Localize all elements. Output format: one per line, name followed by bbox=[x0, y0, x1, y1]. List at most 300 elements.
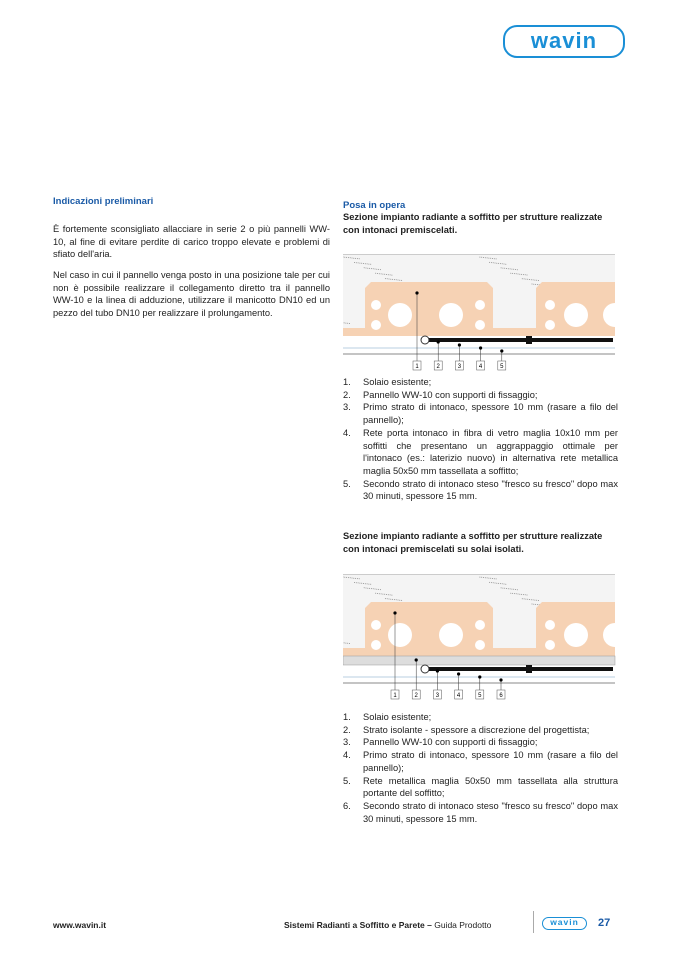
concrete-speck bbox=[382, 274, 383, 275]
concrete-speck bbox=[504, 268, 505, 269]
concrete-speck bbox=[496, 583, 497, 584]
brick-hole bbox=[545, 300, 555, 310]
concrete-speck bbox=[344, 577, 345, 578]
concrete-speck bbox=[525, 599, 526, 600]
concrete-speck bbox=[388, 274, 389, 275]
leader-dot bbox=[415, 658, 418, 661]
concrete-speck bbox=[498, 583, 499, 584]
concrete-speck bbox=[376, 269, 377, 270]
leader-dot bbox=[436, 669, 439, 672]
footer-divider bbox=[533, 911, 534, 933]
section-title: Sezione impianto radiante a soffitto per strutture realizzate con intonaci premiscelati. bbox=[343, 212, 603, 235]
concrete-speck bbox=[370, 264, 371, 265]
concrete-speck bbox=[532, 284, 533, 285]
concrete-speck bbox=[511, 589, 512, 590]
leader-dot bbox=[478, 675, 481, 678]
concrete-speck bbox=[537, 604, 538, 605]
concrete-speck bbox=[527, 599, 528, 600]
list-item bbox=[343, 401, 618, 426]
concrete-speck bbox=[519, 274, 520, 275]
item-text: Strato isolante - spessore a discrezione del progettista; bbox=[363, 724, 590, 735]
concrete-speck bbox=[375, 589, 376, 590]
concrete-speck bbox=[361, 263, 362, 264]
brick-hole bbox=[545, 320, 555, 330]
list-item bbox=[343, 478, 618, 503]
page-number: 27 bbox=[598, 917, 611, 929]
concrete-speck bbox=[367, 583, 368, 584]
concrete-speck bbox=[527, 595, 528, 596]
concrete-speck bbox=[380, 269, 381, 270]
section-diagram-2 bbox=[343, 568, 618, 704]
concrete-speck bbox=[485, 577, 486, 578]
concrete-speck bbox=[369, 588, 370, 589]
concrete-speck bbox=[345, 643, 346, 644]
concrete-speck bbox=[519, 594, 520, 595]
label-number: 5 bbox=[500, 364, 504, 370]
item-number: 3. bbox=[343, 737, 351, 748]
concrete-speck bbox=[535, 604, 536, 605]
concrete-speck bbox=[377, 273, 378, 274]
concrete-speck bbox=[531, 279, 532, 280]
brick-hole bbox=[475, 320, 485, 330]
item-text: Primo strato di intonaco, spessore 10 mm (rasare a filo del pannello); bbox=[363, 402, 618, 426]
concrete-speck bbox=[359, 583, 360, 584]
label-number: 1 bbox=[393, 693, 397, 699]
concrete-speck bbox=[527, 275, 528, 276]
concrete-speck bbox=[505, 264, 506, 265]
concrete-speck bbox=[510, 588, 511, 589]
concrete-speck bbox=[399, 280, 400, 281]
concrete-speck bbox=[493, 582, 494, 583]
concrete-speck bbox=[495, 263, 496, 264]
item-number: 1. bbox=[343, 377, 351, 387]
concrete-speck bbox=[346, 257, 347, 258]
concrete-speck bbox=[358, 262, 359, 263]
concrete-speck bbox=[502, 263, 503, 264]
concrete-speck bbox=[523, 594, 524, 595]
concrete-speck bbox=[496, 258, 497, 259]
brick-hole bbox=[475, 300, 485, 310]
concrete-speck bbox=[346, 577, 347, 578]
concrete-speck bbox=[401, 600, 402, 601]
concrete-speck bbox=[537, 284, 538, 285]
concrete-speck bbox=[534, 280, 535, 281]
concrete-speck bbox=[379, 273, 380, 274]
concrete-speck bbox=[382, 594, 383, 595]
leader-dot bbox=[457, 672, 460, 675]
concrete-speck bbox=[359, 258, 360, 259]
item-number: 2. bbox=[343, 389, 351, 400]
concrete-speck bbox=[364, 267, 365, 268]
item-text: Pannello WW-10 con supporti di fissaggio; bbox=[363, 737, 538, 748]
concrete-speck bbox=[514, 273, 515, 274]
concrete-speck bbox=[483, 257, 484, 258]
label-number: 2 bbox=[436, 364, 440, 370]
item-text: Rete metallica maglia 50x50 mm tassellata alla struttura portante del soffitto; bbox=[363, 775, 618, 799]
concrete-speck bbox=[401, 280, 402, 281]
concrete-speck bbox=[358, 582, 359, 583]
concrete-speck bbox=[399, 600, 400, 601]
brick-hole bbox=[388, 623, 412, 647]
concrete-speck bbox=[356, 262, 357, 263]
concrete-speck bbox=[373, 588, 374, 589]
concrete-speck bbox=[344, 642, 345, 643]
concrete-speck bbox=[494, 258, 495, 259]
concrete-speck bbox=[394, 279, 395, 280]
concrete-speck bbox=[490, 578, 491, 579]
concrete-speck bbox=[524, 278, 525, 279]
concrete-speck bbox=[496, 578, 497, 579]
wavin-logo: wavin bbox=[503, 25, 625, 58]
concrete-speck bbox=[535, 284, 536, 285]
concrete-speck bbox=[385, 278, 386, 279]
concrete-speck bbox=[536, 600, 537, 601]
item-text: Solaio esistente; bbox=[363, 377, 432, 387]
concrete-speck bbox=[381, 593, 382, 594]
concrete-speck bbox=[495, 583, 496, 584]
concrete-speck bbox=[348, 257, 349, 258]
list-item bbox=[343, 711, 618, 724]
concrete-speck bbox=[344, 322, 345, 323]
concrete-speck bbox=[390, 594, 391, 595]
concrete-speck bbox=[389, 279, 390, 280]
concrete-speck bbox=[375, 269, 376, 270]
concrete-speck bbox=[487, 257, 488, 258]
concrete-speck bbox=[488, 578, 489, 579]
concrete-speck bbox=[349, 323, 350, 324]
concrete-speck bbox=[506, 268, 507, 269]
concrete-speck bbox=[387, 598, 388, 599]
footer-title bbox=[284, 920, 491, 930]
leader-dot bbox=[500, 349, 503, 352]
item-number: 5. bbox=[343, 478, 351, 489]
concrete-speck bbox=[481, 257, 482, 258]
concrete-speck bbox=[357, 258, 358, 259]
concrete-speck bbox=[512, 273, 513, 274]
concrete-speck bbox=[508, 588, 509, 589]
concrete-speck bbox=[522, 598, 523, 599]
concrete-speck bbox=[515, 269, 516, 270]
concrete-speck bbox=[375, 273, 376, 274]
concrete-speck bbox=[502, 588, 503, 589]
concrete-speck bbox=[483, 577, 484, 578]
paragraph: Nel caso in cui il pannello venga posto in una posizione tale per cui non è possibile realizzare il collegamento diretto tra il pannello WW-10 e la linea di adduzione, utilizzare il manicotto DN10 ed un pezzo del tubo DN10 per realizzare il prolungamento. bbox=[53, 270, 330, 318]
concrete-speck bbox=[498, 263, 499, 264]
concrete-speck bbox=[525, 279, 526, 280]
concrete-speck bbox=[375, 593, 376, 594]
concrete-speck bbox=[370, 584, 371, 585]
concrete-speck bbox=[529, 599, 530, 600]
concrete-speck bbox=[489, 262, 490, 263]
concrete-speck bbox=[352, 578, 353, 579]
concrete-speck bbox=[353, 258, 354, 259]
concrete-speck bbox=[391, 275, 392, 276]
concrete-speck bbox=[378, 589, 379, 590]
leader-dot bbox=[415, 291, 418, 294]
footer-title-rest: Guida Prodotto bbox=[431, 920, 492, 930]
list-item bbox=[343, 736, 618, 749]
list-item bbox=[343, 724, 618, 737]
concrete-speck bbox=[381, 273, 382, 274]
concrete-speck bbox=[368, 264, 369, 265]
concrete-speck bbox=[376, 589, 377, 590]
list-item bbox=[343, 749, 618, 774]
concrete-speck bbox=[361, 583, 362, 584]
connector bbox=[526, 665, 532, 673]
concrete-speck bbox=[355, 578, 356, 579]
concrete-speck bbox=[373, 268, 374, 269]
concrete-speck bbox=[525, 274, 526, 275]
concrete-speck bbox=[517, 269, 518, 270]
connector bbox=[526, 336, 532, 344]
item-number: 5. bbox=[343, 775, 351, 786]
concrete-speck bbox=[525, 594, 526, 595]
brick-hole bbox=[475, 620, 485, 630]
concrete-speck bbox=[363, 263, 364, 264]
legend-list-1 bbox=[343, 376, 618, 503]
concrete-speck bbox=[493, 262, 494, 263]
concrete-speck bbox=[513, 589, 514, 590]
concrete-speck bbox=[344, 257, 345, 258]
brick-hole bbox=[371, 640, 381, 650]
leader-dot bbox=[479, 346, 482, 349]
concrete-speck bbox=[533, 284, 534, 285]
concrete-speck bbox=[485, 257, 486, 258]
concrete-speck bbox=[510, 593, 511, 594]
concrete-speck bbox=[396, 279, 397, 280]
concrete-speck bbox=[379, 593, 380, 594]
right-heading: Posa in opera bbox=[343, 200, 406, 211]
concrete-speck bbox=[533, 599, 534, 600]
concrete-speck bbox=[516, 593, 517, 594]
concrete-speck bbox=[389, 599, 390, 600]
concrete-speck bbox=[538, 600, 539, 601]
label-number: 5 bbox=[478, 693, 482, 699]
concrete-speck bbox=[377, 593, 378, 594]
concrete-speck bbox=[518, 594, 519, 595]
concrete-speck bbox=[365, 583, 366, 584]
concrete-speck bbox=[505, 584, 506, 585]
concrete-speck bbox=[504, 588, 505, 589]
concrete-speck bbox=[538, 280, 539, 281]
label-number: 4 bbox=[456, 693, 461, 699]
concrete-speck bbox=[488, 258, 489, 259]
concrete-speck bbox=[366, 268, 367, 269]
concrete-speck bbox=[500, 583, 501, 584]
concrete-speck bbox=[502, 268, 503, 269]
label-number: 6 bbox=[499, 693, 503, 699]
concrete-speck bbox=[349, 643, 350, 644]
concrete-speck bbox=[371, 268, 372, 269]
concrete-speck bbox=[504, 584, 505, 585]
concrete-speck bbox=[533, 279, 534, 280]
concrete-speck bbox=[534, 600, 535, 601]
concrete-speck bbox=[516, 273, 517, 274]
concrete-speck bbox=[357, 578, 358, 579]
concrete-speck bbox=[510, 273, 511, 274]
concrete-speck bbox=[355, 258, 356, 259]
concrete-speck bbox=[522, 278, 523, 279]
concrete-speck bbox=[365, 263, 366, 264]
concrete-speck bbox=[371, 588, 372, 589]
leader-dot bbox=[499, 678, 502, 681]
concrete-speck bbox=[506, 588, 507, 589]
section-title: Sezione impianto radiante a soffitto per strutture realizzate con intonaci premiscelati su solai isolati. bbox=[343, 531, 603, 554]
pipe bbox=[425, 667, 613, 671]
insulation-layer bbox=[343, 656, 615, 665]
label-number: 3 bbox=[435, 693, 440, 699]
brick-hole bbox=[371, 320, 381, 330]
concrete-speck bbox=[367, 588, 368, 589]
pipe bbox=[425, 338, 613, 342]
concrete-speck bbox=[529, 279, 530, 280]
item-text: Primo strato di intonaco, spessore 10 mm (rasare a filo del pannello); bbox=[363, 750, 618, 773]
item-number: 4. bbox=[343, 427, 351, 438]
item-text: Solaio esistente; bbox=[363, 712, 432, 722]
concrete-speck bbox=[392, 599, 393, 600]
concrete-speck bbox=[490, 258, 491, 259]
brick-hole bbox=[371, 300, 381, 310]
brick-hole bbox=[475, 640, 485, 650]
footer-logo: wavin bbox=[542, 917, 587, 930]
concrete-speck bbox=[350, 577, 351, 578]
concrete-speck bbox=[398, 280, 399, 281]
concrete-speck bbox=[390, 599, 391, 600]
concrete-speck bbox=[396, 599, 397, 600]
concrete-speck bbox=[489, 582, 490, 583]
concrete-speck bbox=[494, 578, 495, 579]
list-item bbox=[343, 389, 618, 402]
leader-dot bbox=[437, 340, 440, 343]
concrete-speck bbox=[533, 604, 534, 605]
concrete-speck bbox=[353, 578, 354, 579]
list-item bbox=[343, 427, 618, 478]
item-text: Rete porta intonaco in fibra di vetro maglia 10x10 mm per soffitti che presentano un aggrappaggio ottimale per l'intonaco (es.: laterizio nuovo) in alternativa rete metallica maglia 50x50 mm tassellata a soffitto; bbox=[363, 427, 618, 476]
brick-hole bbox=[545, 640, 555, 650]
concrete-speck bbox=[504, 264, 505, 265]
concrete-speck bbox=[521, 594, 522, 595]
concrete-speck bbox=[479, 577, 480, 578]
label-number: 3 bbox=[457, 364, 462, 370]
concrete-speck bbox=[384, 594, 385, 595]
concrete-speck bbox=[392, 279, 393, 280]
pipe-end bbox=[421, 665, 429, 673]
label-number: 2 bbox=[414, 693, 418, 699]
concrete-speck bbox=[386, 594, 387, 595]
concrete-speck bbox=[354, 262, 355, 263]
item-number: 4. bbox=[343, 750, 351, 761]
concrete-speck bbox=[363, 583, 364, 584]
concrete-speck bbox=[390, 274, 391, 275]
concrete-speck bbox=[491, 582, 492, 583]
concrete-speck bbox=[508, 268, 509, 269]
left-heading: Indicazioni preliminari bbox=[53, 196, 154, 207]
concrete-speck bbox=[512, 593, 513, 594]
pipe-end bbox=[421, 336, 429, 344]
concrete-speck bbox=[367, 263, 368, 264]
concrete-speck bbox=[390, 279, 391, 280]
item-number: 3. bbox=[343, 402, 351, 413]
brick-hole bbox=[388, 303, 412, 327]
concrete-speck bbox=[517, 589, 518, 590]
concrete-speck bbox=[368, 584, 369, 585]
concrete-speck bbox=[385, 598, 386, 599]
concrete-speck bbox=[487, 577, 488, 578]
concrete-speck bbox=[491, 262, 492, 263]
item-number: 6. bbox=[343, 800, 351, 811]
brick-hole bbox=[564, 623, 588, 647]
item-text: Pannello WW-10 con supporti di fissaggio; bbox=[363, 389, 538, 400]
brick-hole bbox=[545, 620, 555, 630]
brick-hole bbox=[439, 623, 463, 647]
leader-dot bbox=[393, 611, 396, 614]
concrete-speck bbox=[384, 274, 385, 275]
concrete-speck bbox=[532, 604, 533, 605]
footer-url[interactable]: www.wavin.it bbox=[53, 920, 107, 930]
list-item bbox=[343, 800, 618, 825]
concrete-speck bbox=[500, 263, 501, 264]
concrete-speck bbox=[347, 643, 348, 644]
concrete-speck bbox=[524, 598, 525, 599]
footer-title-bold: Sistemi Radianti a Soffitto e Parete – bbox=[284, 920, 432, 930]
concrete-speck bbox=[352, 258, 353, 259]
concrete-speck bbox=[366, 588, 367, 589]
item-number: 2. bbox=[343, 724, 351, 735]
section-diagram-1 bbox=[343, 248, 618, 380]
concrete-speck bbox=[501, 587, 502, 588]
concrete-speck bbox=[523, 274, 524, 275]
concrete-speck bbox=[536, 280, 537, 281]
concrete-speck bbox=[513, 269, 514, 270]
concrete-speck bbox=[367, 268, 368, 269]
list-item bbox=[343, 775, 618, 800]
concrete-speck bbox=[364, 587, 365, 588]
concrete-speck bbox=[359, 578, 360, 579]
concrete-speck bbox=[386, 274, 387, 275]
concrete-speck bbox=[369, 268, 370, 269]
concrete-speck bbox=[518, 274, 519, 275]
item-number: 1. bbox=[343, 712, 351, 722]
list-item bbox=[343, 376, 618, 389]
concrete-speck bbox=[496, 263, 497, 264]
concrete-speck bbox=[356, 582, 357, 583]
concrete-speck bbox=[492, 578, 493, 579]
legend-list-2 bbox=[343, 711, 618, 825]
concrete-speck bbox=[345, 323, 346, 324]
paragraph: È fortemente sconsigliato allacciare in serie 2 o più pannelli WW-10, al fine di evitare perdite di carico troppo elevate e problemi di sfiato dell'aria. bbox=[53, 224, 330, 260]
concrete-speck bbox=[394, 599, 395, 600]
concrete-speck bbox=[511, 269, 512, 270]
concrete-speck bbox=[515, 589, 516, 590]
concrete-speck bbox=[387, 278, 388, 279]
brick-hole bbox=[371, 620, 381, 630]
label-number: 1 bbox=[415, 364, 419, 370]
concrete-speck bbox=[354, 582, 355, 583]
concrete-speck bbox=[350, 257, 351, 258]
concrete-speck bbox=[359, 263, 360, 264]
concrete-speck bbox=[380, 589, 381, 590]
concrete-speck bbox=[492, 258, 493, 259]
concrete-speck bbox=[378, 269, 379, 270]
item-text: Secondo strato di intonaco steso "fresco su fresco" dopo max 30 minuti, spessore 15 mm. bbox=[363, 478, 618, 502]
concrete-speck bbox=[388, 594, 389, 595]
label-number: 4 bbox=[478, 364, 483, 370]
concrete-speck bbox=[501, 267, 502, 268]
leader-dot bbox=[458, 343, 461, 346]
concrete-speck bbox=[391, 595, 392, 596]
brick-hole bbox=[564, 303, 588, 327]
concrete-speck bbox=[348, 577, 349, 578]
